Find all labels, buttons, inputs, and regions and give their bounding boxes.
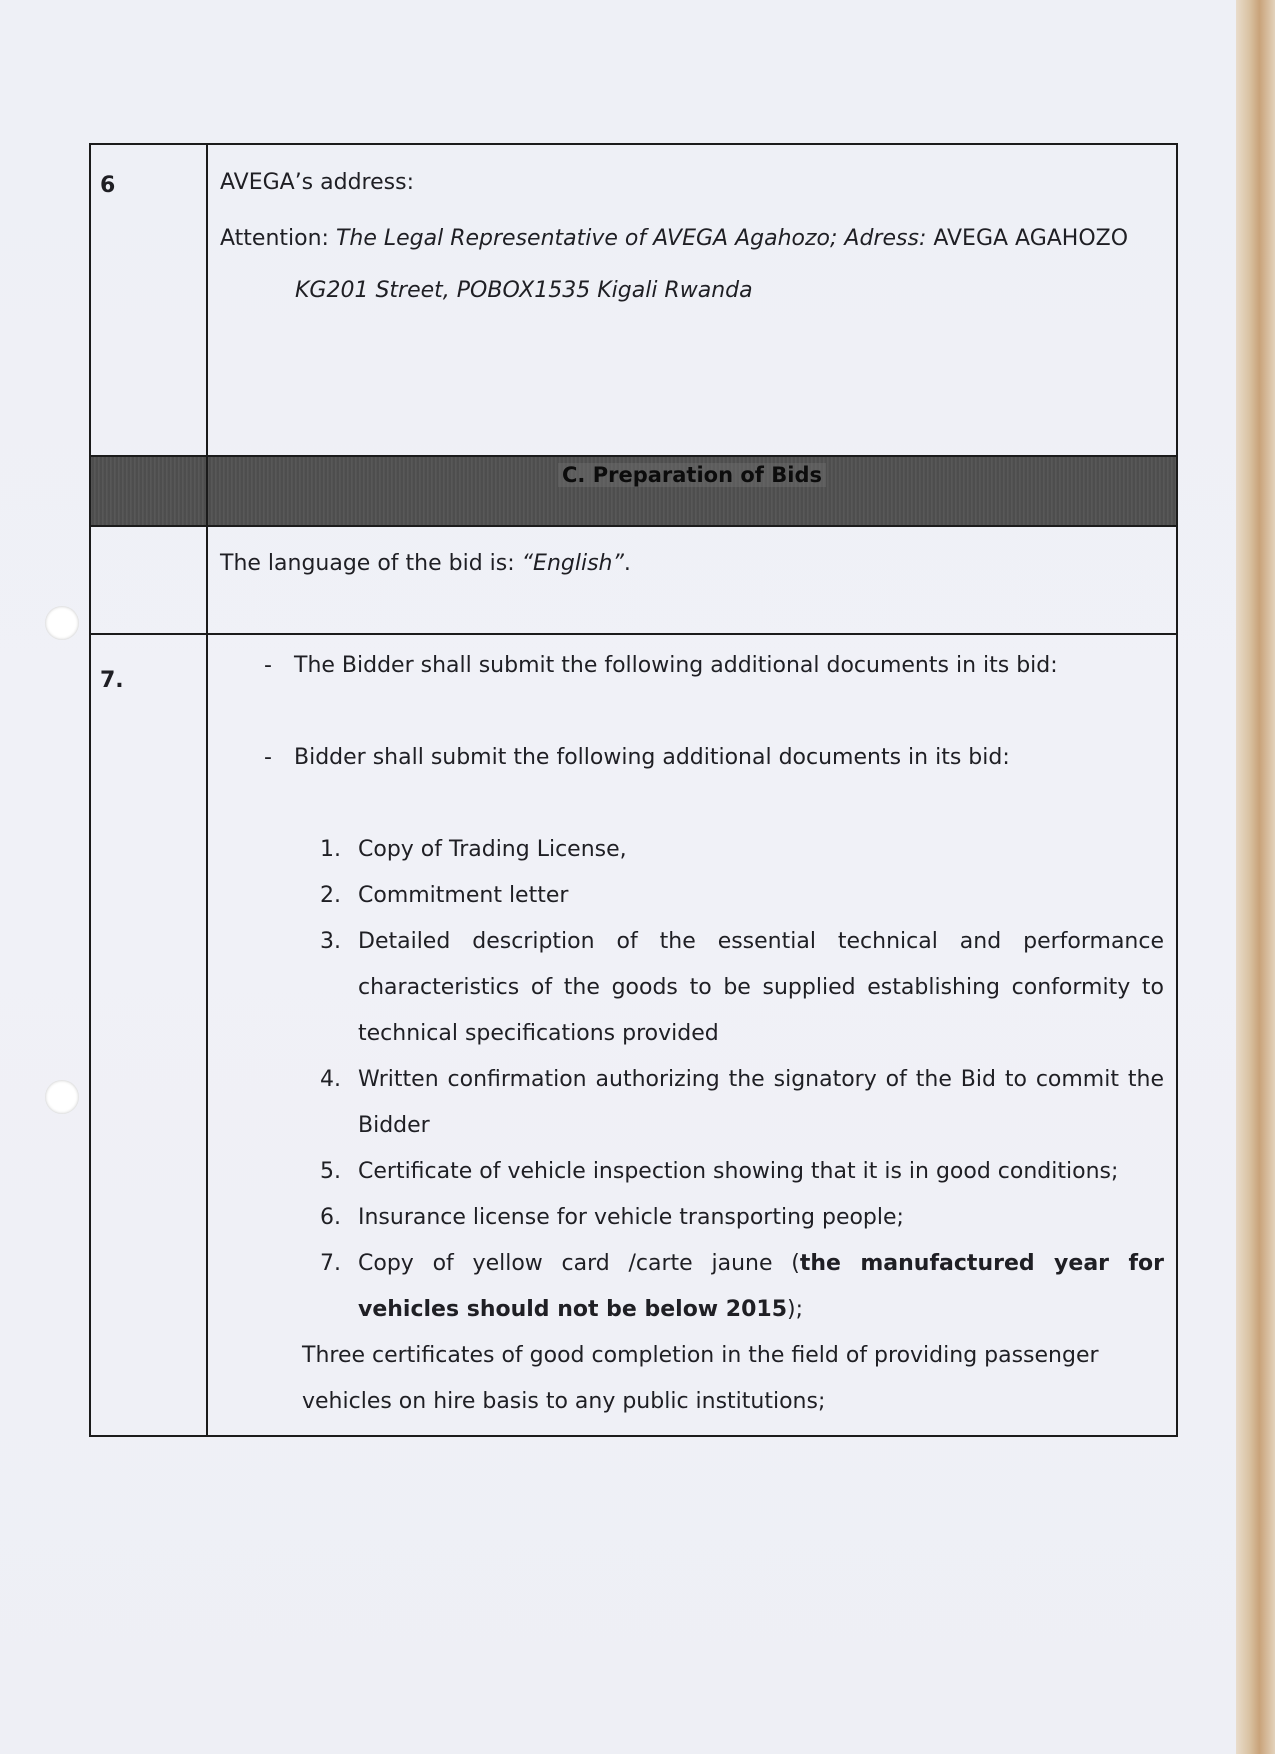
list-item-text: Copy of yellow card /carte jaune (the manufactured year for vehicles should not be below 2015); xyxy=(358,1251,1164,1322)
dash-marker: - xyxy=(264,653,272,678)
required-documents-list xyxy=(220,827,1164,1333)
punch-hole xyxy=(45,606,79,640)
list-item: 1. Copy of Trading License, xyxy=(320,837,627,862)
bid-data-sheet-table xyxy=(89,143,1178,1437)
street-address: KG201 Street, POBOX1535 Kigali Rwanda xyxy=(295,278,753,303)
row-number-empty xyxy=(90,526,207,634)
bullet-item xyxy=(264,735,1164,781)
paper-edge-stain xyxy=(1236,0,1275,1754)
closing-requirement: Three certificates of good completion in the field of providing passenger vehicles on hire basis to any public institutions; xyxy=(302,1343,1099,1414)
manufacture-year-note: the manufactured year for vehicles should not be below 2015 xyxy=(358,1251,1164,1322)
dash-marker: - xyxy=(264,745,272,770)
language-prefix: The language of the bid is: xyxy=(220,551,522,576)
list-item: 3. Detailed description of the essential technical and performance characteristics of the goods to be supplied establishing conformity to technical specifications provided xyxy=(320,929,1164,1046)
language-suffix: . xyxy=(623,551,631,576)
attention-label: Attention: xyxy=(220,226,329,251)
bullet-text: Bidder shall submit the following additional documents in its bid: xyxy=(294,745,1010,770)
attention-text: The Legal Representative of AVEGA Agahozo; xyxy=(335,226,838,251)
row-number: 6 xyxy=(90,144,207,456)
section-header-blank xyxy=(90,456,207,526)
list-item: 5. Certificate of vehicle inspection showing that it is in good conditions; xyxy=(320,1159,1119,1184)
section-title xyxy=(207,456,1177,526)
bullet-item xyxy=(264,643,1164,689)
address-heading: AVEGA’s address: xyxy=(220,170,414,195)
attention-line xyxy=(220,216,1164,262)
table-row-documents xyxy=(90,634,1177,1436)
documents-cell xyxy=(207,634,1177,1436)
table-row-language xyxy=(90,526,1177,634)
language-cell xyxy=(207,526,1177,634)
list-item: 6. Insurance license for vehicle transporting people; xyxy=(320,1205,904,1230)
address-cell xyxy=(207,144,1177,456)
bullet-text: The Bidder shall submit the following additional documents in its bid: xyxy=(294,653,1058,678)
list-item: 2. Commitment letter xyxy=(320,883,569,908)
punch-hole xyxy=(45,1080,79,1114)
list-item: 4. Written confirmation authorizing the signatory of the Bid to commit the Bidder xyxy=(320,1067,1164,1138)
language-value: “English” xyxy=(521,551,624,576)
address-label: Adress: xyxy=(844,226,927,251)
address-name: AVEGA AGAHOZO xyxy=(933,226,1129,251)
row-number: 7. xyxy=(90,634,207,1436)
list-item: 7. Copy of yellow card /carte jaune (the manufactured year for vehicles should not be below 2015); xyxy=(320,1241,1164,1333)
section-header-row xyxy=(90,456,1177,526)
section-title-text: C. Preparation of Bids xyxy=(558,463,826,487)
table-row-address xyxy=(90,144,1177,456)
